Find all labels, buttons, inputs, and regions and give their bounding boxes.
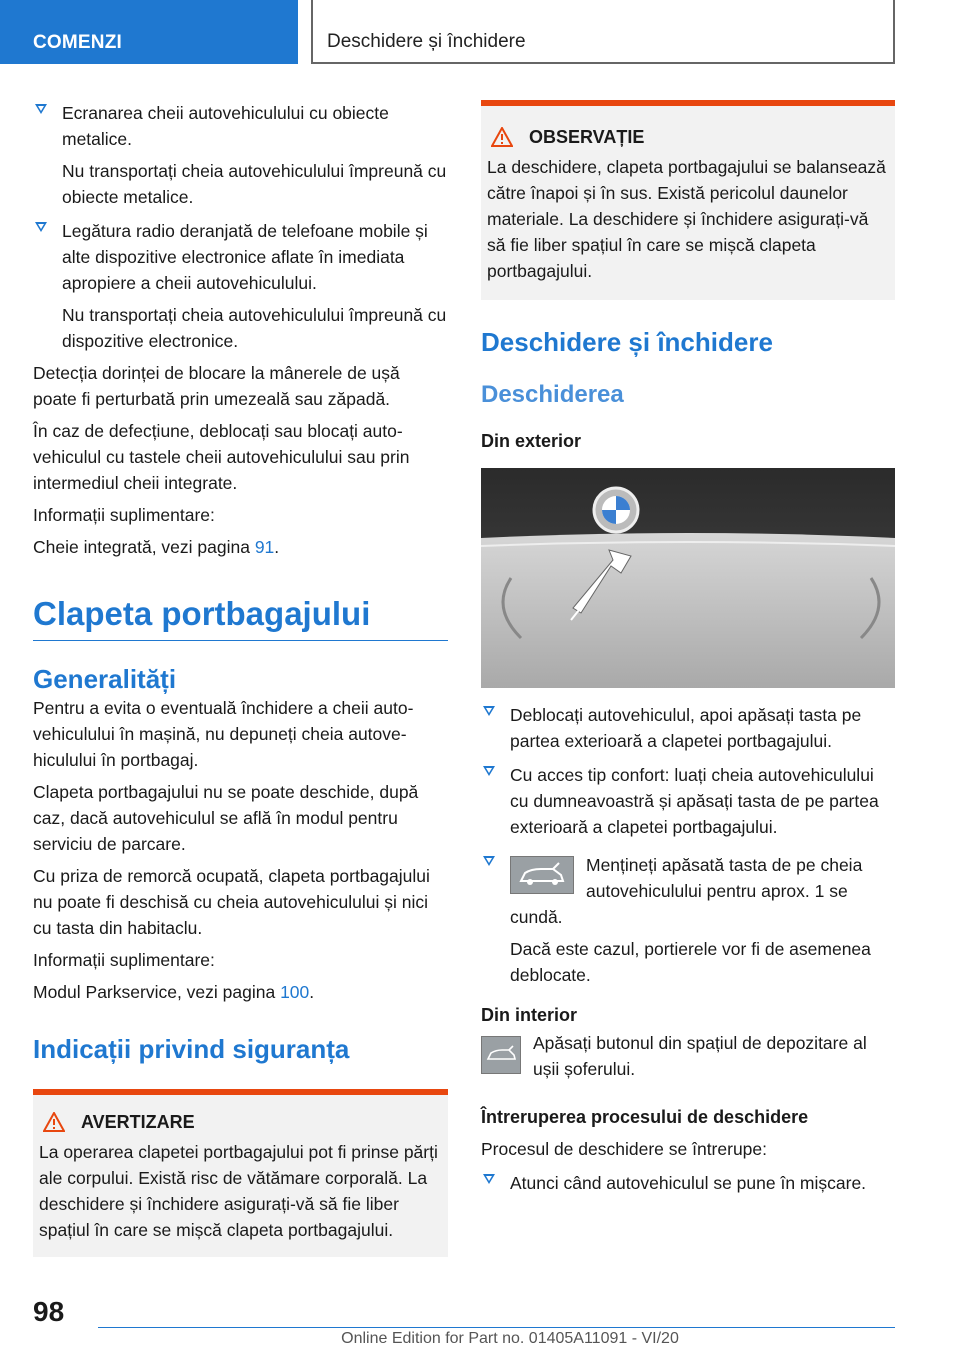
paragraph: Cu priza de remorcă ocupată, clapeta portbagajului nu poate fi deschisă cu cheia autovehiculului și nici cu tasta din habitaclu. (33, 866, 430, 938)
trunk-button-photo (481, 468, 895, 688)
paragraph: Procesul de deschidere se întrerupe: (481, 1139, 767, 1159)
paragraph-reference: Modul Parkservice, vezi pagina 100. (33, 982, 315, 1002)
bullet-triangle-icon (483, 706, 495, 716)
bullet-triangle-icon (35, 104, 47, 114)
list-item: Atunci când autovehiculul se pune în mișcare. (481, 1170, 895, 1196)
list-item-detail: Dacă este cazul, portierele vor fi de asemenea deblocate. (510, 939, 871, 985)
section-heading: Deschidere și închidere (481, 327, 773, 357)
note-title: OBSERVAȚIE (487, 124, 889, 150)
trunk-lid-illustration (481, 468, 895, 688)
warning-text: La operarea clapetei portbagajului pot fi prinse părți ale corpului. Există risc de vătămare corporală. La deschidere și închidere asigurați-vă să fie liber spațiul în care se mișcă clapeta portbagajului. (39, 1142, 438, 1240)
section-title: COMENZI (33, 32, 123, 53)
trunk-key-button-icon (510, 856, 574, 894)
bullet-triangle-icon (483, 766, 495, 776)
interior-instruction: Apăsați butonul din spațiul de depozitare al ușii șoferului. (481, 1030, 895, 1082)
list-item: Legătura radio deranjată de telefoane mobile și alte dispozitive electronice aflate în imediata apropiere a cheii autovehiculului. (33, 218, 448, 296)
minor-heading: Întreruperea procesului de deschidere (481, 1107, 809, 1127)
paragraph: Clapeta portbagajului nu se poate deschide, după caz, dacă autovehiculul se află în modul pentru serviciu de parcare. (33, 782, 419, 854)
footer-divider (98, 1327, 895, 1328)
page-link[interactable]: 91 (254, 537, 275, 557)
minor-heading: Din exterior (481, 431, 582, 451)
paragraph: Pentru a evita o eventuală închidere a cheii autovehiculului în mașină, nu depuneți cheia autovehiculului în portbagaj. (33, 698, 414, 770)
paragraph-reference: Cheie integrată, vezi pagina 91. (33, 537, 280, 557)
section-tab (0, 0, 298, 64)
paragraph: În caz de defecțiune, deblocați sau blocați autovehiculul cu tastele cheii autovehiculului sau prin intermediul cheii integrate. (33, 421, 410, 493)
warning-title: AVERTIZARE (39, 1109, 442, 1135)
subsection-heading: Indicații privind siguranța (33, 1034, 350, 1064)
list-item: Mențineți apăsată tasta de pe cheia autovehiculului pentru aprox. 1 se cundă. (481, 852, 895, 930)
minor-heading: Din interior (481, 1005, 578, 1025)
footer-edition: Online Edition for Part no. 01405A11091 - VI/20 (341, 1330, 679, 1347)
section-heading: Clapeta portbagajului (33, 594, 448, 641)
note-box (481, 100, 895, 300)
list-item-detail: Nu transportați cheia autovehiculului împreună cu obiecte metalice. (62, 161, 447, 207)
page-link[interactable]: 100 (280, 982, 310, 1002)
page-number: 98 (33, 1296, 65, 1327)
right-column (481, 100, 895, 1196)
paragraph: Detecția dorinței de blocare la mânerele de ușă poate fi perturbată prin umezeală sau zăpadă. (33, 363, 400, 409)
paragraph: Informații suplimentare: (33, 950, 215, 970)
warning-triangle-icon (43, 1112, 65, 1132)
warning-box (33, 1089, 448, 1257)
list-item: Ecranarea cheii autovehiculului cu obiecte metalice. (33, 100, 448, 152)
list-item: Deblocați autovehiculul, apoi apăsați tasta pe partea exterioară a clapetei portbagajului. (481, 702, 895, 754)
chapter-header (311, 0, 895, 64)
list-item-detail: Nu transportați cheia autovehiculului împreună cu dispozitive electronice. (62, 305, 447, 351)
note-text: La deschidere, clapeta portbagajului se balansează către înapoi și în sus. Există pericolul daunelor materiale. La deschidere și închidere asigurați-vă să fie liber spațiul în care se mișcă clapeta portbagajului. (487, 157, 886, 281)
chapter-title: Deschidere și închidere (327, 31, 526, 52)
left-column (33, 100, 448, 1257)
warning-triangle-icon (491, 127, 513, 147)
subsection-heading: Deschiderea (481, 381, 624, 408)
bullet-triangle-icon (483, 856, 495, 866)
bullet-triangle-icon (483, 1174, 495, 1184)
door-trunk-button-icon (481, 1036, 521, 1074)
subsection-heading: Generalități (33, 664, 177, 694)
list-item: Cu acces tip confort: luați cheia autovehiculului cu dumneavoastră și apăsați tasta de pe partea exterioară a clapetei portbagajului. (481, 762, 895, 840)
paragraph: Informații suplimentare: (33, 505, 215, 525)
bullet-triangle-icon (35, 222, 47, 232)
